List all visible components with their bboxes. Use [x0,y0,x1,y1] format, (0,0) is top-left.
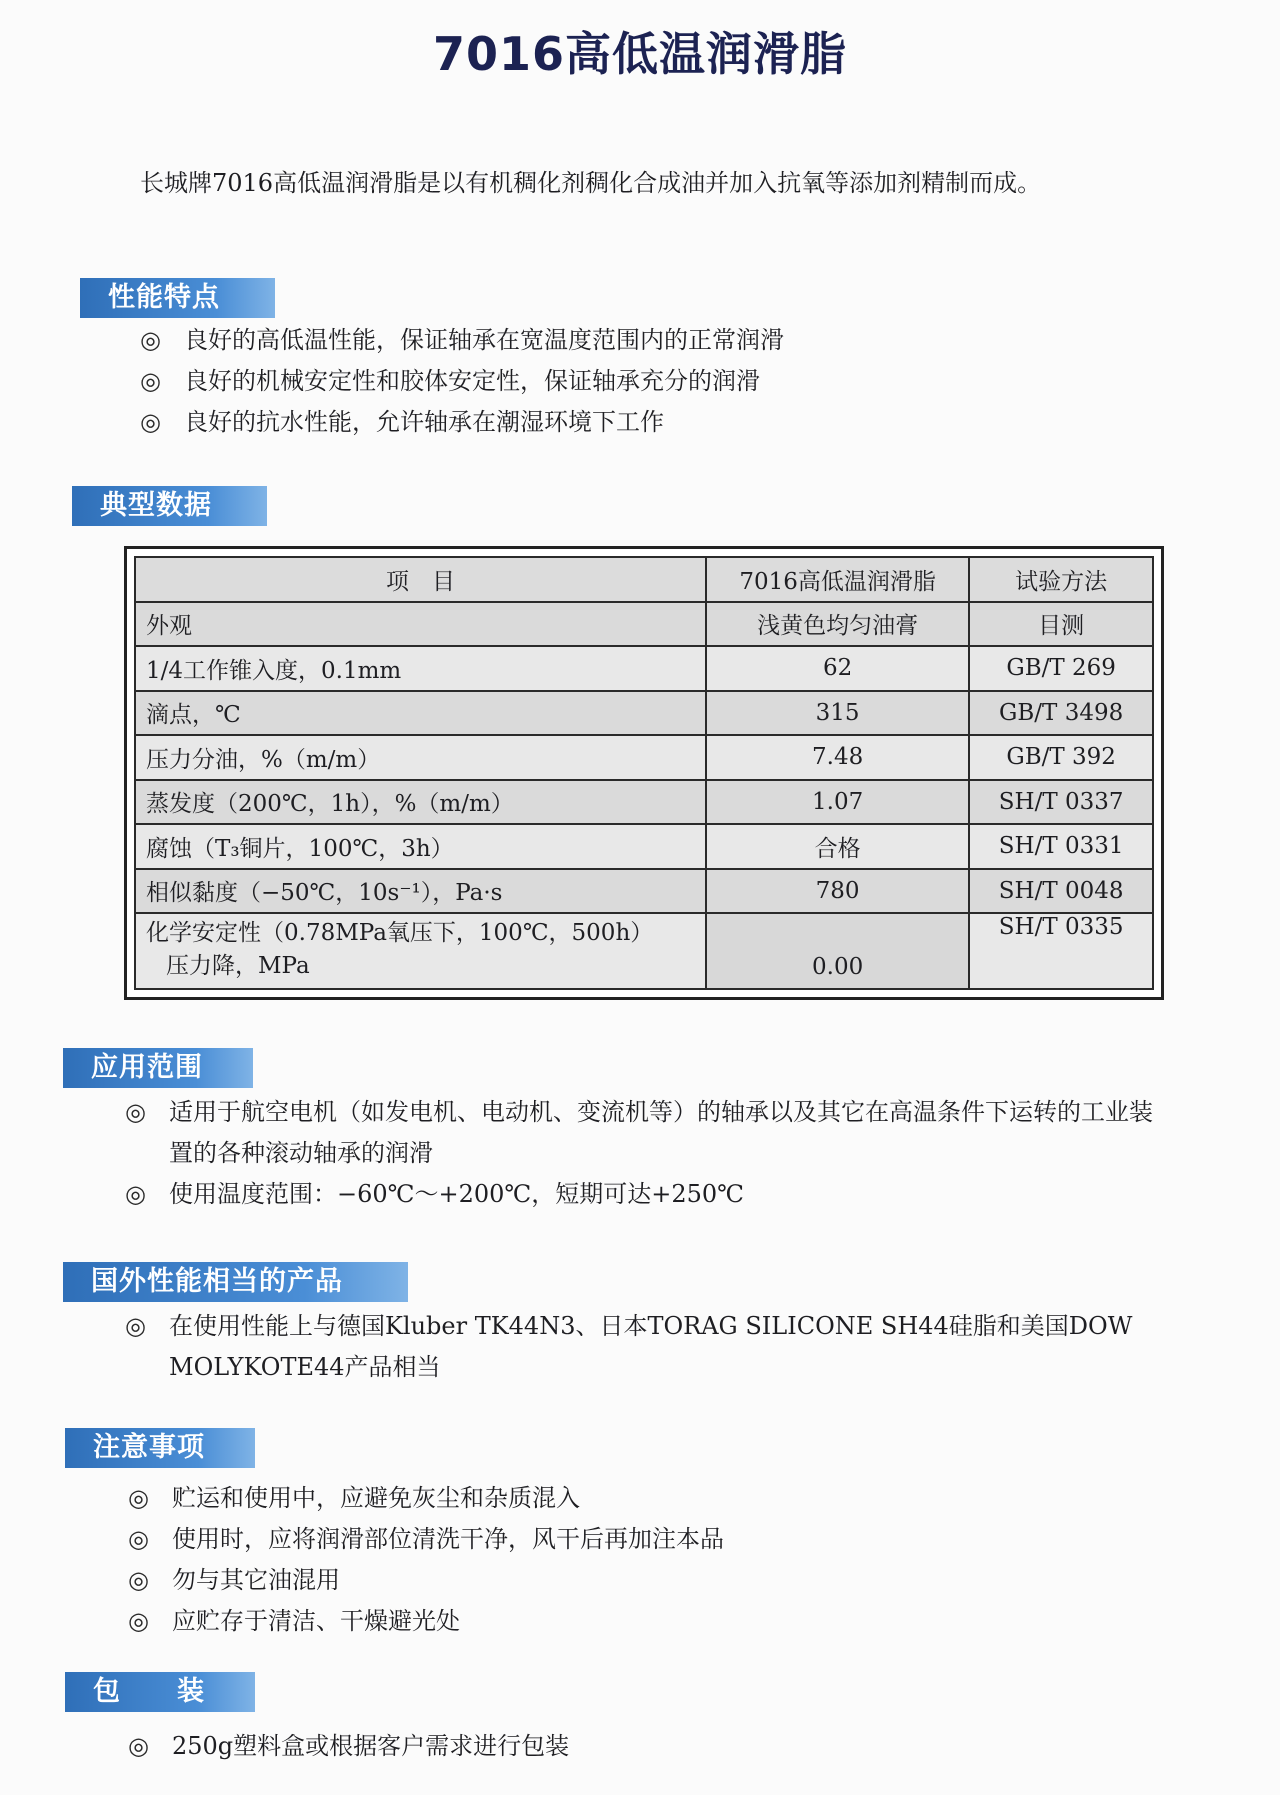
list-item: ◎ 勿与其它油混用 [128,1560,1168,1601]
bullet-icon: ◎ [140,367,161,395]
table-row [135,735,1153,780]
header-test-method: 试验方法 [969,557,1153,602]
table-header-row [135,557,1153,602]
bullet-icon: ◎ [128,1732,149,1760]
header-item: 项 目 [135,557,706,602]
table-row [135,913,1153,989]
section-heading-equivalent-products: 国外性能相当的产品 [63,1262,408,1302]
row-method: GB/T 392 [969,735,1153,780]
list-item: ◎ 良好的高低温性能，保证轴承在宽温度范围内的正常润滑 [140,320,1200,361]
bullet-icon: ◎ [128,1607,149,1635]
packaging-list [128,1726,1168,1767]
typical-data-table-frame [124,546,1164,1000]
row-item: 压力分油，%（m/m） [135,735,706,780]
bullet-icon: ◎ [125,1180,146,1208]
row-method: SH/T 0337 [969,780,1153,825]
list-item: ◎ 良好的机械安定性和胶体安定性，保证轴承充分的润滑 [140,361,1200,402]
list-item: ◎ 使用时，应将润滑部位清洗干净，风干后再加注本品 [128,1519,1168,1560]
row-value: 浅黄色均匀油膏 [706,602,969,647]
bullet-icon: ◎ [125,1098,146,1126]
application-list [125,1092,1165,1215]
list-item: ◎ 适用于航空电机（如发电机、电动机、变流机等）的轴承以及其它在高温条件下运转的工业装置的各种滚动轴承的润滑 [125,1092,1165,1174]
table-row [135,780,1153,825]
row-method: SH/T 0048 [969,869,1153,914]
table-row [135,824,1153,869]
bullet-icon: ◎ [140,326,161,354]
page-title: 7016高低温润滑脂 [432,27,848,81]
row-value: 0.00 [706,913,969,989]
notes-list [128,1478,1168,1642]
list-item: ◎ 良好的抗水性能，允许轴承在潮湿环境下工作 [140,402,1200,443]
list-item: ◎ 在使用性能上与德国Kluber TK44N3、日本TORAG SILICONE SH44硅脂和美国DOW MOLYKOTE44产品相当 [125,1306,1165,1388]
features-list [140,320,1200,443]
row-method: GB/T 269 [969,646,1153,691]
list-item: ◎ 贮运和使用中，应避免灰尘和杂质混入 [128,1478,1168,1519]
row-method: 目测 [969,602,1153,647]
table-row [135,869,1153,914]
list-item: ◎ 使用温度范围：−60℃～+200℃，短期可达+250℃ [125,1174,1165,1215]
bullet-icon: ◎ [128,1525,149,1553]
bullet-icon: ◎ [128,1566,149,1594]
row-value: 315 [706,691,969,736]
table-row [135,602,1153,647]
header-product: 7016高低温润滑脂 [706,557,969,602]
row-item: 化学安定性（0.78MPa氧压下，100℃，500h） 压力降，MPa [135,913,706,989]
row-value: 1.07 [706,780,969,825]
equivalent-list [125,1306,1165,1388]
section-heading-typical-data: 典型数据 [72,486,267,526]
list-item: ◎ 250g塑料盒或根据客户需求进行包装 [128,1726,1168,1767]
row-item: 滴点，℃ [135,691,706,736]
section-heading-notes: 注意事项 [65,1428,255,1468]
row-value: 合格 [706,824,969,869]
row-item: 腐蚀（T₃铜片，100℃，3h） [135,824,706,869]
row-method: SH/T 0335 [969,913,1153,989]
list-item: ◎ 应贮存于清洁、干燥避光处 [128,1601,1168,1642]
row-item: 相似黏度（−50℃，10s⁻¹），Pa·s [135,869,706,914]
row-method: SH/T 0331 [969,824,1153,869]
table-row [135,646,1153,691]
row-value: 62 [706,646,969,691]
section-heading-features: 性能特点 [80,278,275,318]
section-heading-application: 应用范围 [63,1048,253,1088]
bullet-icon: ◎ [140,408,161,436]
row-item: 外观 [135,602,706,647]
row-item: 蒸发度（200℃，1h），%（m/m） [135,780,706,825]
section-heading-packaging: 包 装 [65,1672,255,1712]
bullet-icon: ◎ [125,1312,146,1340]
row-item: 1/4工作锥入度，0.1mm [135,646,706,691]
row-value: 780 [706,869,969,914]
row-method: GB/T 3498 [969,691,1153,736]
row-value: 7.48 [706,735,969,780]
intro-paragraph: 长城牌7016高低温润滑脂是以有机稠化剂稠化合成油并加入抗氧等添加剂精制而成。 [140,169,1042,197]
typical-data-table [134,556,1154,990]
bullet-icon: ◎ [128,1484,149,1512]
table-row [135,691,1153,736]
